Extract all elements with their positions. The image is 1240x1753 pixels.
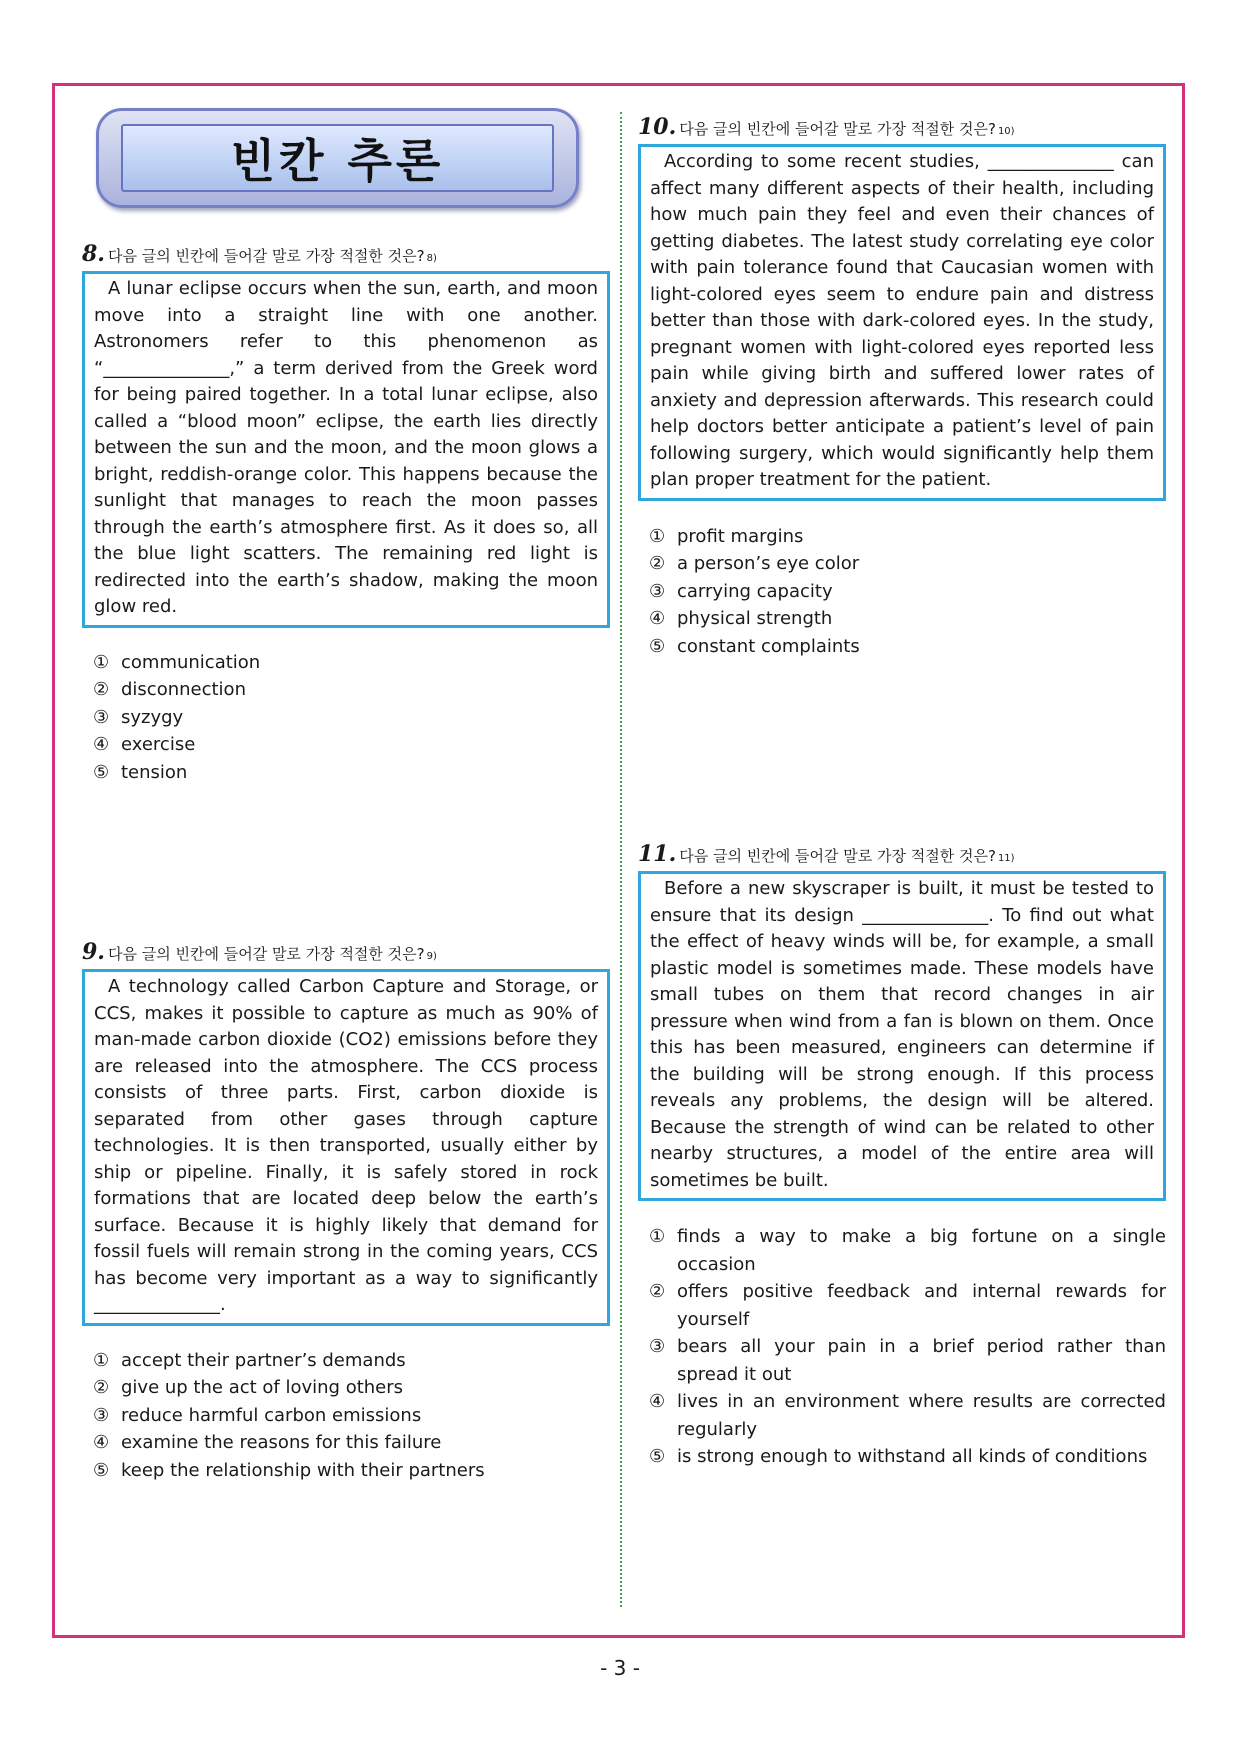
- question-9: [82, 941, 610, 1484]
- section-title: 빈칸 추론: [121, 124, 554, 192]
- answer-option[interactable]: ⑤ keep the relationship with their partners: [93, 1459, 485, 1481]
- answer-option[interactable]: ① communication: [93, 651, 261, 673]
- answer-option[interactable]: ① accept their partner’s demands: [93, 1349, 406, 1371]
- answer-option[interactable]: ④ lives in an environment where results are corrected regularly: [649, 1391, 1166, 1440]
- question-number: 9.: [82, 939, 105, 965]
- question-prompt: 다음 글의 빈칸에 들어갈 말로 가장 적절한 것은?: [679, 847, 996, 865]
- passage-box: Before a new skyscraper is built, it must be tested to ensure that its design ______________. To find out what the effect of heavy winds will be, for example, a small plastic model is sometimes made. These models have small tubes on them that record changes in air pressure when wind from a fan is blown on them. Once this has been measured, engineers can determine if the building will be strong enough. If this process reveals any problems, the design will be altered. Because the strength of wind can be related to other nearby structures, a model of the entire area will sometimes be built.: [638, 871, 1166, 1201]
- section-title-banner: [96, 108, 579, 208]
- question-prompt: 다음 글의 빈칸에 들어갈 말로 가장 적절한 것은?: [679, 120, 996, 138]
- answer-option[interactable]: ③ bears all your pain in a brief period rather than spread it out: [649, 1336, 1166, 1385]
- passage-box: A lunar eclipse occurs when the sun, earth, and moon move into a straight line with one another. Astronomers refer to this phenomenon as “______________,” a term derived from the Greek word for being paired together. In a total lunar eclipse, also called a “blood moon” eclipse, the earth lies directly between the sun and the moon, and the moon glows a bright, reddish-orange color. This happens because the sunlight that manages to reach the moon passes through the earth’s atmosphere first. As it does so, all the blue light scatters. The remaining red light is redirected into the earth’s shadow, making the moon glow red.: [82, 271, 610, 628]
- passage-box: According to some recent studies, ______________ can affect many different aspects of their health, including how much pain they feel and even their chances of getting diabetes. The latest study correlating eye color with pain tolerance found that Caucasian women with light-colored eyes seem to endure pain and distress better than those with dark-colored eyes. In the study, pregnant women with light-colored eyes reported less pain while giving birth and suffered lower rates of anxiety and depression afterwards. This research could help doctors better anticipate a patient’s level of pain following surgery, which would significantly help them plan proper treatment for the patient.: [638, 144, 1166, 501]
- answer-option[interactable]: ④ examine the reasons for this failure: [93, 1432, 442, 1453]
- question-11: [638, 843, 1166, 1471]
- question-prompt: 다음 글의 빈칸에 들어갈 말로 가장 적절한 것은?: [107, 247, 425, 265]
- answer-option[interactable]: ⑤ tension: [93, 761, 188, 783]
- answer-options: [82, 1347, 610, 1485]
- column-divider: [620, 112, 622, 1607]
- question-header: [82, 243, 610, 265]
- question-prompt: 다음 글의 빈칸에 들어갈 말로 가장 적절한 것은?: [107, 945, 425, 963]
- answer-option[interactable]: ② a person’s eye color: [649, 553, 860, 574]
- answer-option[interactable]: ② disconnection: [93, 679, 246, 700]
- answer-option[interactable]: ② give up the act of loving others: [93, 1377, 404, 1398]
- page-number: - 3 -: [600, 1656, 640, 1680]
- answer-options: [638, 1223, 1166, 1471]
- answer-option[interactable]: ⑤ is strong enough to withstand all kinds of conditions: [649, 1446, 1148, 1467]
- answer-option[interactable]: ① profit margins: [649, 525, 804, 547]
- answer-option[interactable]: ③ syzygy: [93, 706, 184, 728]
- question-number: 11.: [638, 841, 677, 867]
- answer-option[interactable]: ⑤ constant complaints: [649, 635, 860, 657]
- footnote-marker: 10): [997, 126, 1015, 137]
- footnote-marker: 11): [997, 853, 1015, 864]
- question-header: [638, 843, 1166, 865]
- answer-option[interactable]: ③ carrying capacity: [649, 580, 833, 602]
- answer-option[interactable]: ④ exercise: [93, 734, 196, 755]
- question-header: [82, 941, 610, 963]
- question-8: [82, 243, 610, 786]
- answer-options: [82, 649, 610, 787]
- answer-option[interactable]: ② offers positive feedback and internal rewards for yourself: [649, 1281, 1166, 1330]
- answer-option[interactable]: ④ physical strength: [649, 608, 833, 629]
- footnote-marker: 9): [426, 951, 437, 962]
- footnote-marker: 8): [426, 253, 437, 264]
- question-number: 10.: [638, 114, 677, 140]
- question-number: 8.: [82, 241, 105, 267]
- answer-option[interactable]: ① finds a way to make a big fortune on a single occasion: [649, 1226, 1166, 1275]
- question-header: [638, 116, 1166, 138]
- question-10: [638, 116, 1166, 660]
- passage-box: A technology called Carbon Capture and Storage, or CCS, makes it possible to capture as much as 90% of man-made carbon dioxide (CO2) emissions before they are released into the atmosphere. The CCS process consists of three parts. First, carbon dioxide is separated from other gases through capture technologies. It is then transported, usually either by ship or pipeline. Finally, it is safely stored in rock formations that are located deep below the earth’s surface. Because it is highly likely that demand for fossil fuels will remain strong in the coming years, CCS has become very important as a way to significantly ______________.: [82, 969, 610, 1326]
- answer-options: [638, 523, 1166, 661]
- answer-option[interactable]: ③ reduce harmful carbon emissions: [93, 1404, 422, 1426]
